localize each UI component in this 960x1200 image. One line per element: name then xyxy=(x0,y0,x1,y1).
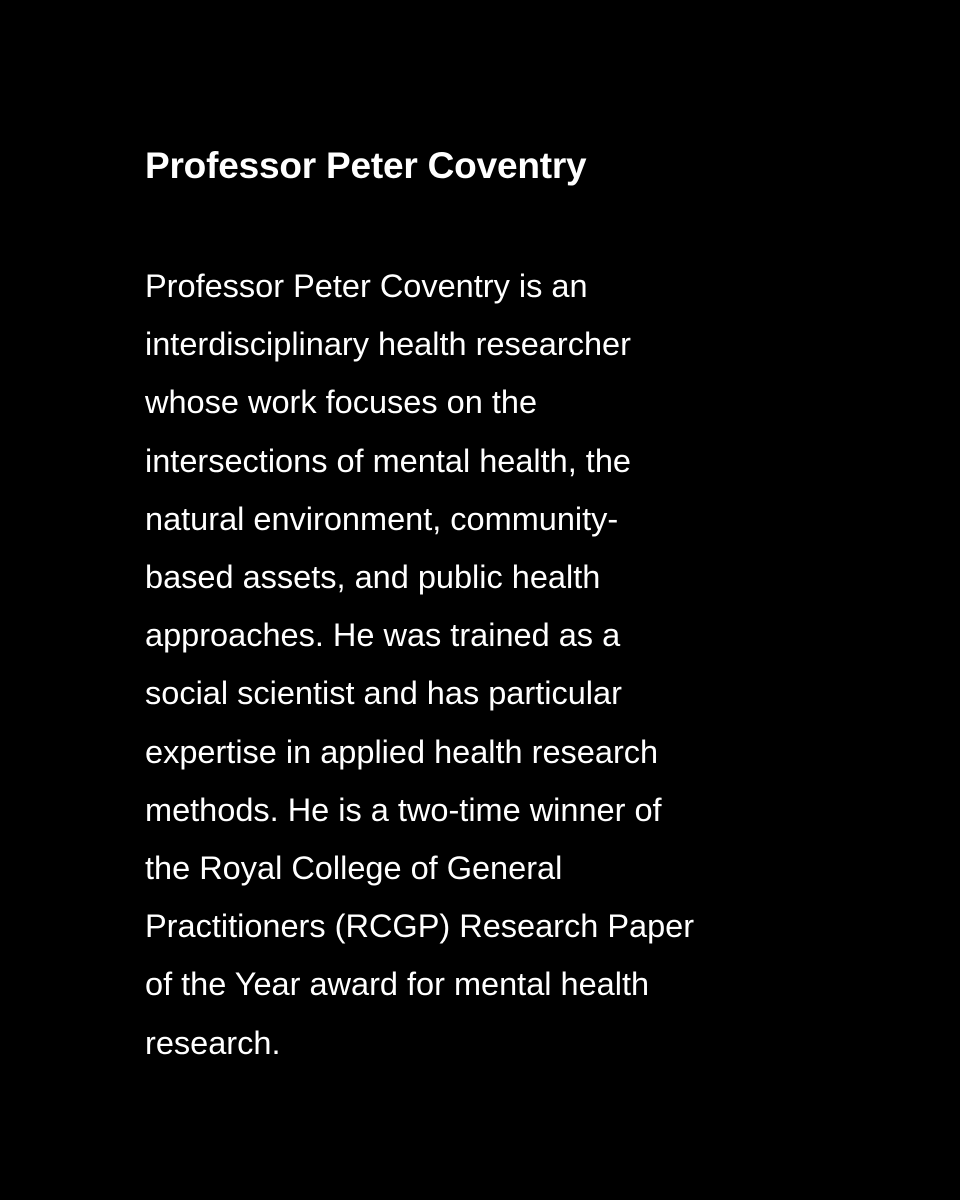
bio-line: social scientist and has particular xyxy=(145,675,622,712)
bio-line: of the Year award for mental health xyxy=(145,966,650,1003)
bio-line: the Royal College of General xyxy=(145,850,563,887)
bio-line: approaches. He was trained as a xyxy=(145,617,621,654)
bio-line: intersections of mental health, the xyxy=(145,442,631,479)
bio-content xyxy=(145,138,845,1072)
bio-line: methods. He is a two-time winner of xyxy=(145,791,662,828)
bio-text xyxy=(145,257,845,1072)
bio-line: whose work focuses on the xyxy=(145,384,538,421)
bio-line: Professor Peter Coventry is an xyxy=(145,268,588,304)
bio-line: based assets, and public health xyxy=(145,559,601,596)
bio-line: expertise in applied health research xyxy=(145,733,659,770)
bio-line: interdisciplinary health researcher xyxy=(145,326,631,363)
bio-line: natural environment, community- xyxy=(145,500,619,537)
bio-line: research. xyxy=(145,1024,281,1061)
bio-line: Practitioners (RCGP) Research Paper xyxy=(145,908,695,945)
page-title: Professor Peter Coventry xyxy=(145,145,587,186)
